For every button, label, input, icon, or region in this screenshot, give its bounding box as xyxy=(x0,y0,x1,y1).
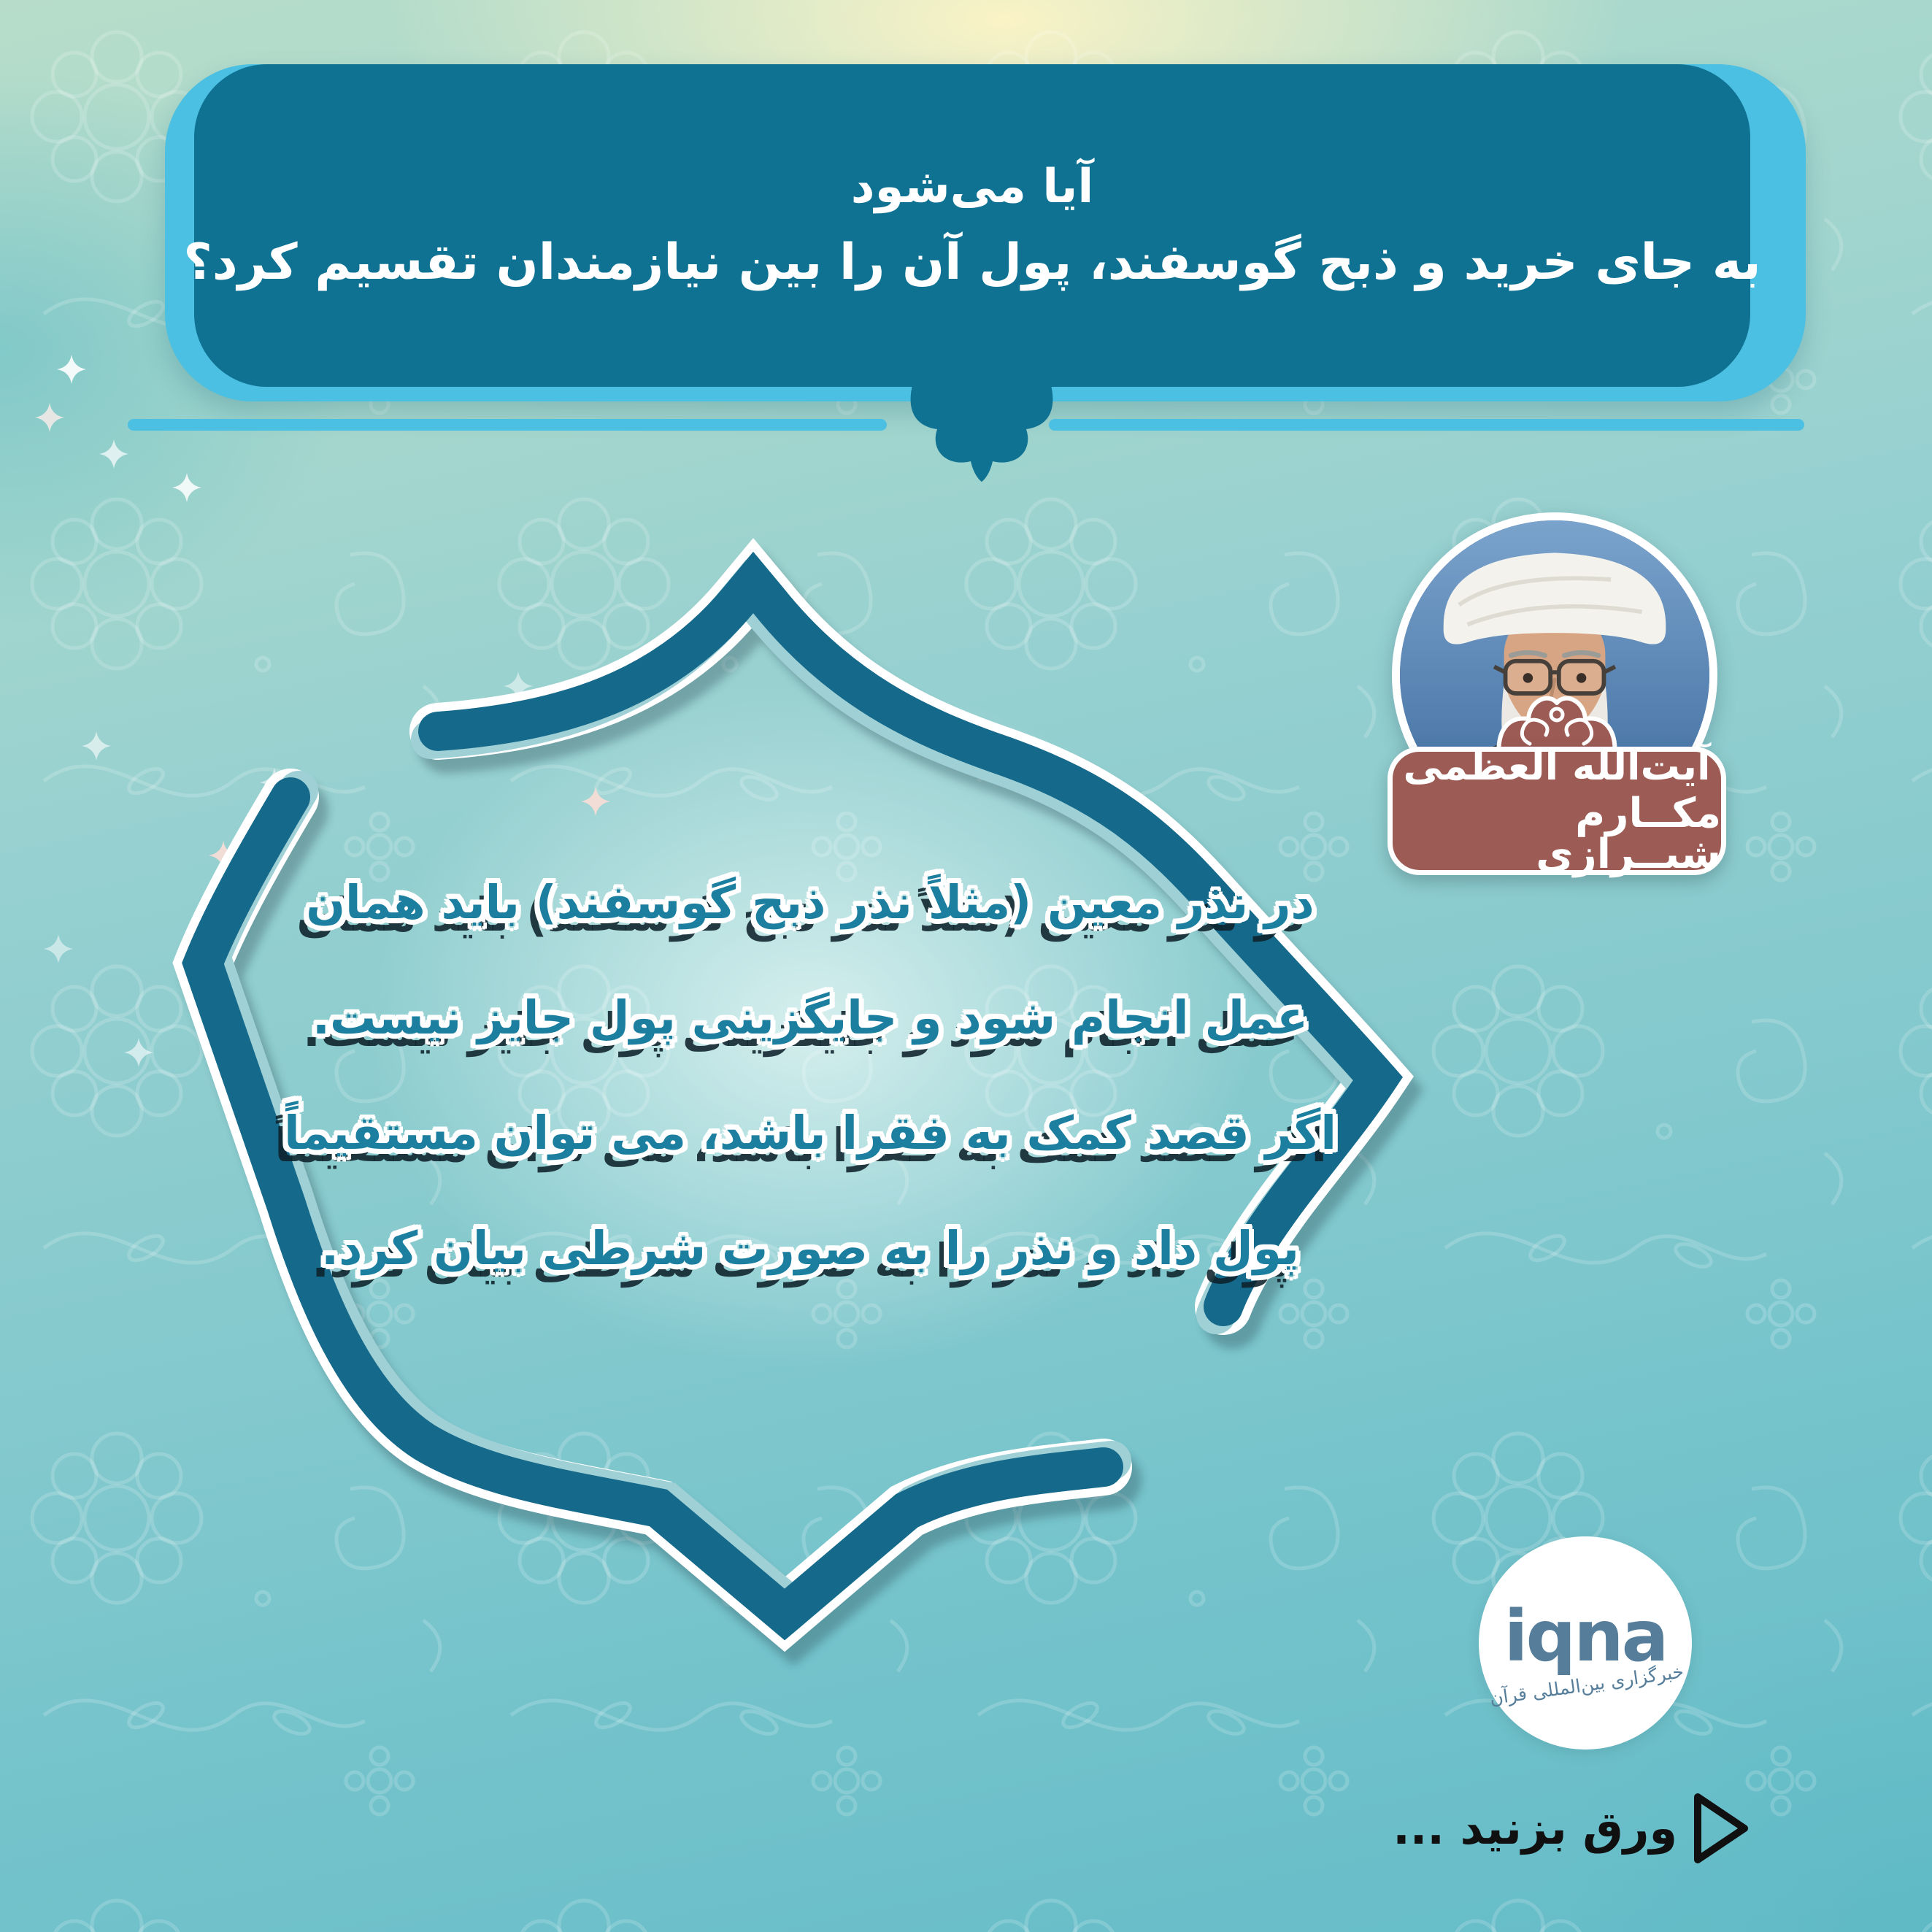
swipe-hint[interactable] xyxy=(1393,1790,1752,1867)
question-banner xyxy=(165,64,1806,401)
quote-line: اگر قصد کمک به فقرا باشد، می توان مستقیماً xyxy=(284,1107,1336,1160)
quote-line: عمل انجام شود و جایگزینی پول جایز نیست. xyxy=(312,991,1308,1044)
question-banner-inner xyxy=(183,64,1761,387)
question-text: به جای خرید و ذبح گوسفند، پول آن را بین نیازمندان تقسیم کرد؟ xyxy=(183,234,1761,291)
question-intro: آیا می‌شود xyxy=(850,160,1094,214)
play-triangle-icon xyxy=(1690,1790,1752,1867)
divider-line-left xyxy=(128,419,887,431)
scholar-name-plate xyxy=(1388,743,1726,878)
divider-line-right xyxy=(1049,419,1804,431)
iqna-logo xyxy=(1479,1536,1692,1750)
quote-line: در نذر معین (مثلاً نذر ذبح گوسفند) باید همان xyxy=(306,876,1315,929)
fatwa-quote xyxy=(241,845,1379,1306)
swipe-hint-label: ورق بزنید ... xyxy=(1393,1801,1677,1855)
quote-line: پول داد و نذر را به صورت شرطی بیان کرد. xyxy=(321,1222,1299,1275)
iqna-wordmark: iqna xyxy=(1504,1596,1667,1678)
banner-finial-ornament xyxy=(898,385,1066,488)
scholar-name: مکــارم شیــرازی xyxy=(1536,790,1721,878)
iqna-tagline: خبرگزاری بین‌المللی قرآن xyxy=(1488,1660,1685,1709)
scholar-title: آیت‌الله العظمی xyxy=(1403,743,1711,789)
